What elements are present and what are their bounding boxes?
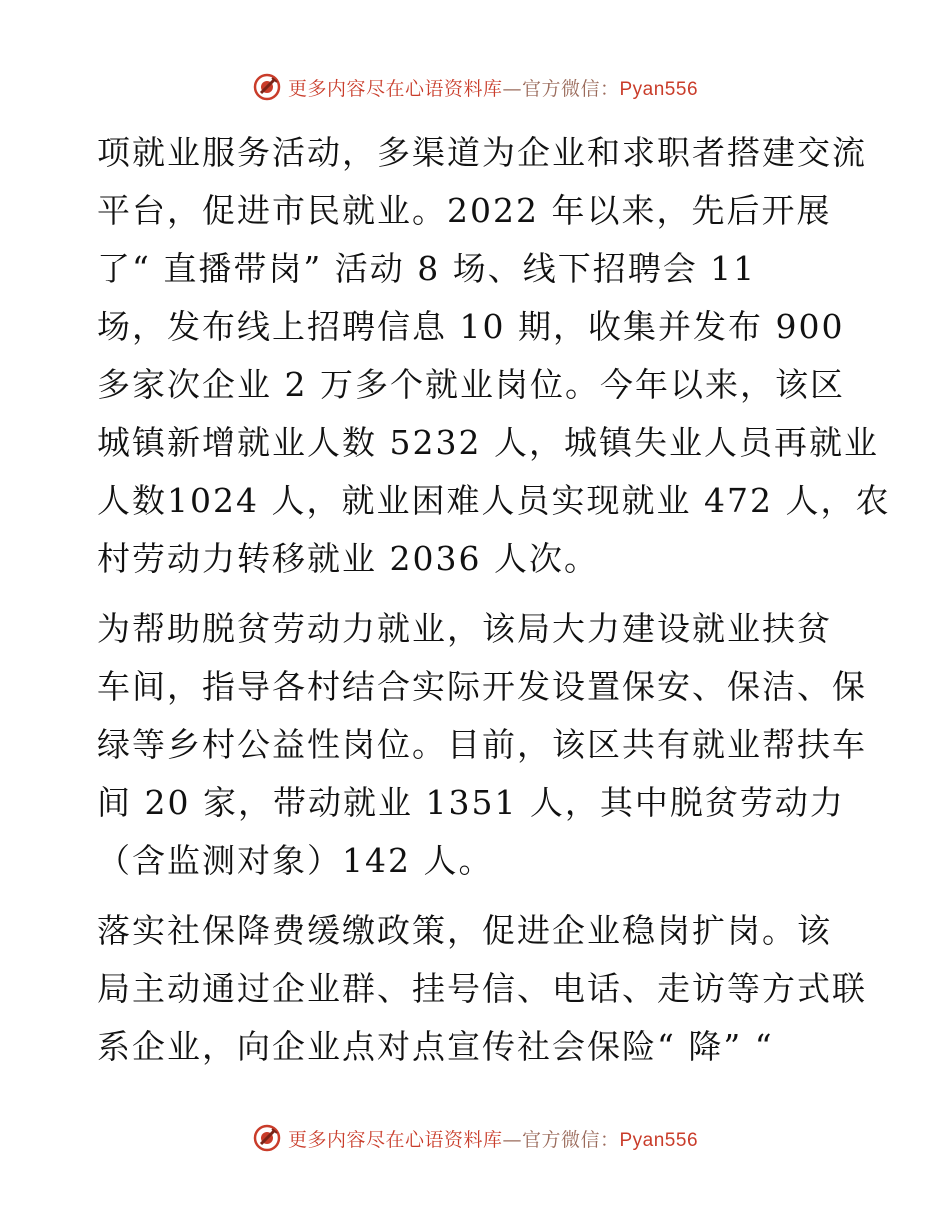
watermark-text bbox=[288, 74, 698, 101]
text-line: 绿等乡村公益性岗位。目前，该区共有就业帮扶车 bbox=[97, 725, 867, 764]
text-line: 局主动通过企业群、挂号信、电话、走访等方式联 bbox=[97, 969, 867, 1008]
text-line: 落实社保降费缓缴政策，促进企业稳岗扩岗。该 bbox=[97, 911, 832, 950]
seal-logo-icon bbox=[252, 72, 282, 102]
seal-logo-icon bbox=[252, 1123, 282, 1153]
watermark-wechat-label: 官方微信： bbox=[521, 77, 620, 100]
paragraph-1 bbox=[97, 124, 891, 588]
watermark-text bbox=[288, 1125, 698, 1152]
text-line: 系企业，向企业点对点宣传社会保险“ 降” “ bbox=[97, 1027, 774, 1066]
watermark-site-text: 更多内容尽在心语资料库 bbox=[287, 77, 503, 100]
paragraph-3 bbox=[97, 902, 867, 1076]
watermark-footer bbox=[0, 1123, 950, 1153]
watermark-wechat-id: Pyan556 bbox=[619, 78, 699, 100]
text-line: 平台，促进市民就业。2022 年以来，先后开展 bbox=[97, 191, 832, 230]
watermark-wechat-id: Pyan556 bbox=[619, 1129, 699, 1151]
text-line: 车间，指导各村结合实际开发设置保安、保洁、保 bbox=[97, 667, 867, 706]
text-line: 场，发布线上招聘信息 10 期，收集并发布 900 bbox=[97, 307, 845, 346]
watermark-header bbox=[0, 72, 950, 102]
text-line: 多家次企业 2 万多个就业岗位。今年以来，该区 bbox=[97, 365, 845, 404]
text-line: 为帮助脱贫劳动力就业，该局大力建设就业扶贫 bbox=[97, 609, 832, 648]
text-line: 村劳动力转移就业 2036 人次。 bbox=[97, 539, 599, 578]
text-line: 间 20 家，带动就业 1351 人，其中脱贫劳动力 bbox=[97, 783, 845, 822]
paragraph-spacer bbox=[97, 890, 867, 902]
text-line: 人数1024 人，就业困难人员实现就业 472 人，农 bbox=[97, 481, 891, 520]
document-body bbox=[97, 124, 891, 1076]
watermark-separator: — bbox=[502, 1128, 522, 1151]
text-line: 城镇新增就业人数 5232 人，城镇失业人员再就业 bbox=[97, 423, 879, 462]
text-line: 项就业服务活动，多渠道为企业和求职者搭建交流 bbox=[97, 133, 867, 172]
watermark-site-text: 更多内容尽在心语资料库 bbox=[287, 1128, 503, 1151]
text-line: 了“ 直播带岗” 活动 8 场、线下招聘会 11 bbox=[97, 249, 757, 288]
paragraph-2 bbox=[97, 600, 867, 890]
paragraph-spacer bbox=[97, 588, 867, 600]
text-line: （含监测对象）142 人。 bbox=[97, 841, 494, 880]
watermark-wechat-label: 官方微信： bbox=[521, 1128, 620, 1151]
watermark-separator: — bbox=[502, 77, 522, 100]
